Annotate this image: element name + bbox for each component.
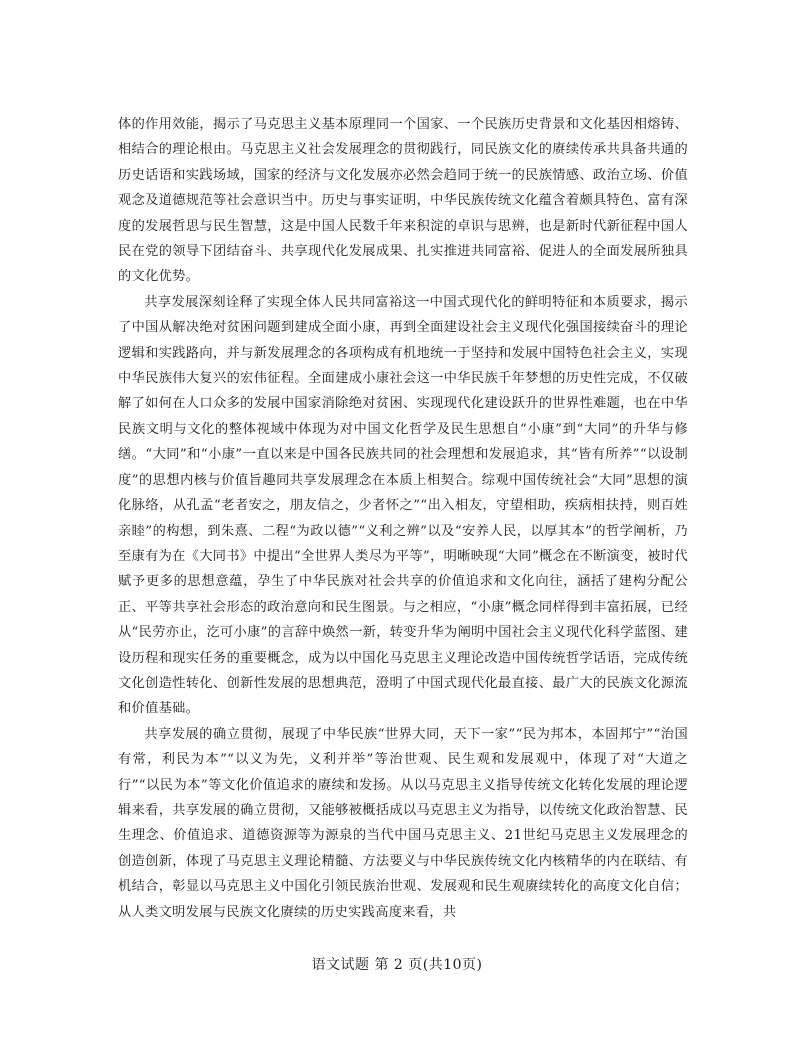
body-text — [118, 112, 688, 925]
paragraph-2: 共享发展深刻诠释了实现全体人民共同富裕这一中国式现代化的鲜明特征和本质要求，揭示了中国从解决绝对贫困问题到建成全面小康，再到全面建设社会主义现代化强国接续奋斗的理论逻辑和实践路向，并与新发展理念的各项构成有机地统一于坚持和发展中国特色社会主义，实现中华民族伟大复兴的宏伟征程。全面建成小康社会这一中华民族千年梦想的历史性完成，不仅破解了如何在人口众多的发展中国家消除绝对贫困、实现现代化建设跃升的世界性难题，也在中华民族文明与文化的整体视域中体现为对中国文化哲学及民生思想自“小康”到“大同”的升华与修缮。“大同”和“小康”一直以来是中国各民族共同的社会理想和发展追求，其“皆有所养”“以设制度”的思想内核与价值旨趣同共享发展理念在本质上相契合。综观中国传统社会“大同”思想的演化脉络，从孔孟“老者安之，朋友信之，少者怀之”“出入相友，守望相助，疾病相扶持，则百姓亲睦”的构想，到朱熹、二程“为政以德”“义利之辨”以及“安养人民，以厚其本”的哲学阐析，乃至康有为在《大同书》中提出“全世界人类尽为平等”，明晰映现“大同”概念在不断演变，被时代赋予更多的思想意蕴，孕生了中华民族对社会共享的价值追求和文化向往，涵括了建构分配公正、平等共享社会形态的政治意向和民生图景。与之相应，“小康”概念同样得到丰富拓展，已经从“民劳亦止，汔可小康”的言辞中焕然一新，转变升华为阐明中国社会主义现代化科学蓝图、建设历程和现实任务的重要概念，成为以中国化马克思主义理论改造中国传统哲学话语，完成传统文化创造性转化、创新性发展的思想典范，澄明了中国式现代化最直接、最广大的民族文化源流和价值基础。 — [118, 294, 688, 717]
page-footer: 语文试题 第 2 页(共10页) — [311, 957, 483, 973]
paragraph-3: 共享发展的确立贯彻，展现了中华民族“世界大同，天下一家”“民为邦本，本固邦宁”“治国有常，利民为本”“以义为先，义利并举”等治世观、民生观和发展观中，体现了对“大道之行”“以民为本”等文化价值追求的赓续和发扬。从以马克思主义指导传统文化转化发展的理论逻辑来看，共享发展的确立贯彻，又能够被概括成以马克思主义为指导，以传统文化政治智慧、民生理念、价值追求、道德资源等为源泉的当代中国马克思主义、21世纪马克思主义发展理念的创造创新，体现了马克思主义理论精髓、方法要义与中华民族传统文化内核精华的内在联结、有机结合，彰显以马克思主义中国化引领民族治世观、发展观和民生观赓续转化的高度文化自信；从人类文明发展与民族文化赓续的历史实践高度来看，共 — [118, 726, 688, 920]
paragraph-1: 体的作用效能，揭示了马克思主义基本原理同一个国家、一个民族历史背景和文化基因相熔铸、相结合的理论根由。马克思主义社会发展理念的贯彻践行，同民族文化的赓续传承共具备共通的历史话语和实践场域，国家的经济与文化发展亦必然会趋同于统一的民族情感、政治立场、价值观念及道德规范等社会意识当中。历史与事实证明，中华民族传统文化蕴含着颇具特色、富有深度的发展哲思与民生智慧，这是中国人民数千年来积淀的卓识与思辨，也是新时代新征程中国人民在党的领导下团结奋斗、共享现代化发展成果、扎实推进共同富裕、促进人的全面发展所独具的文化优势。 — [118, 117, 688, 285]
